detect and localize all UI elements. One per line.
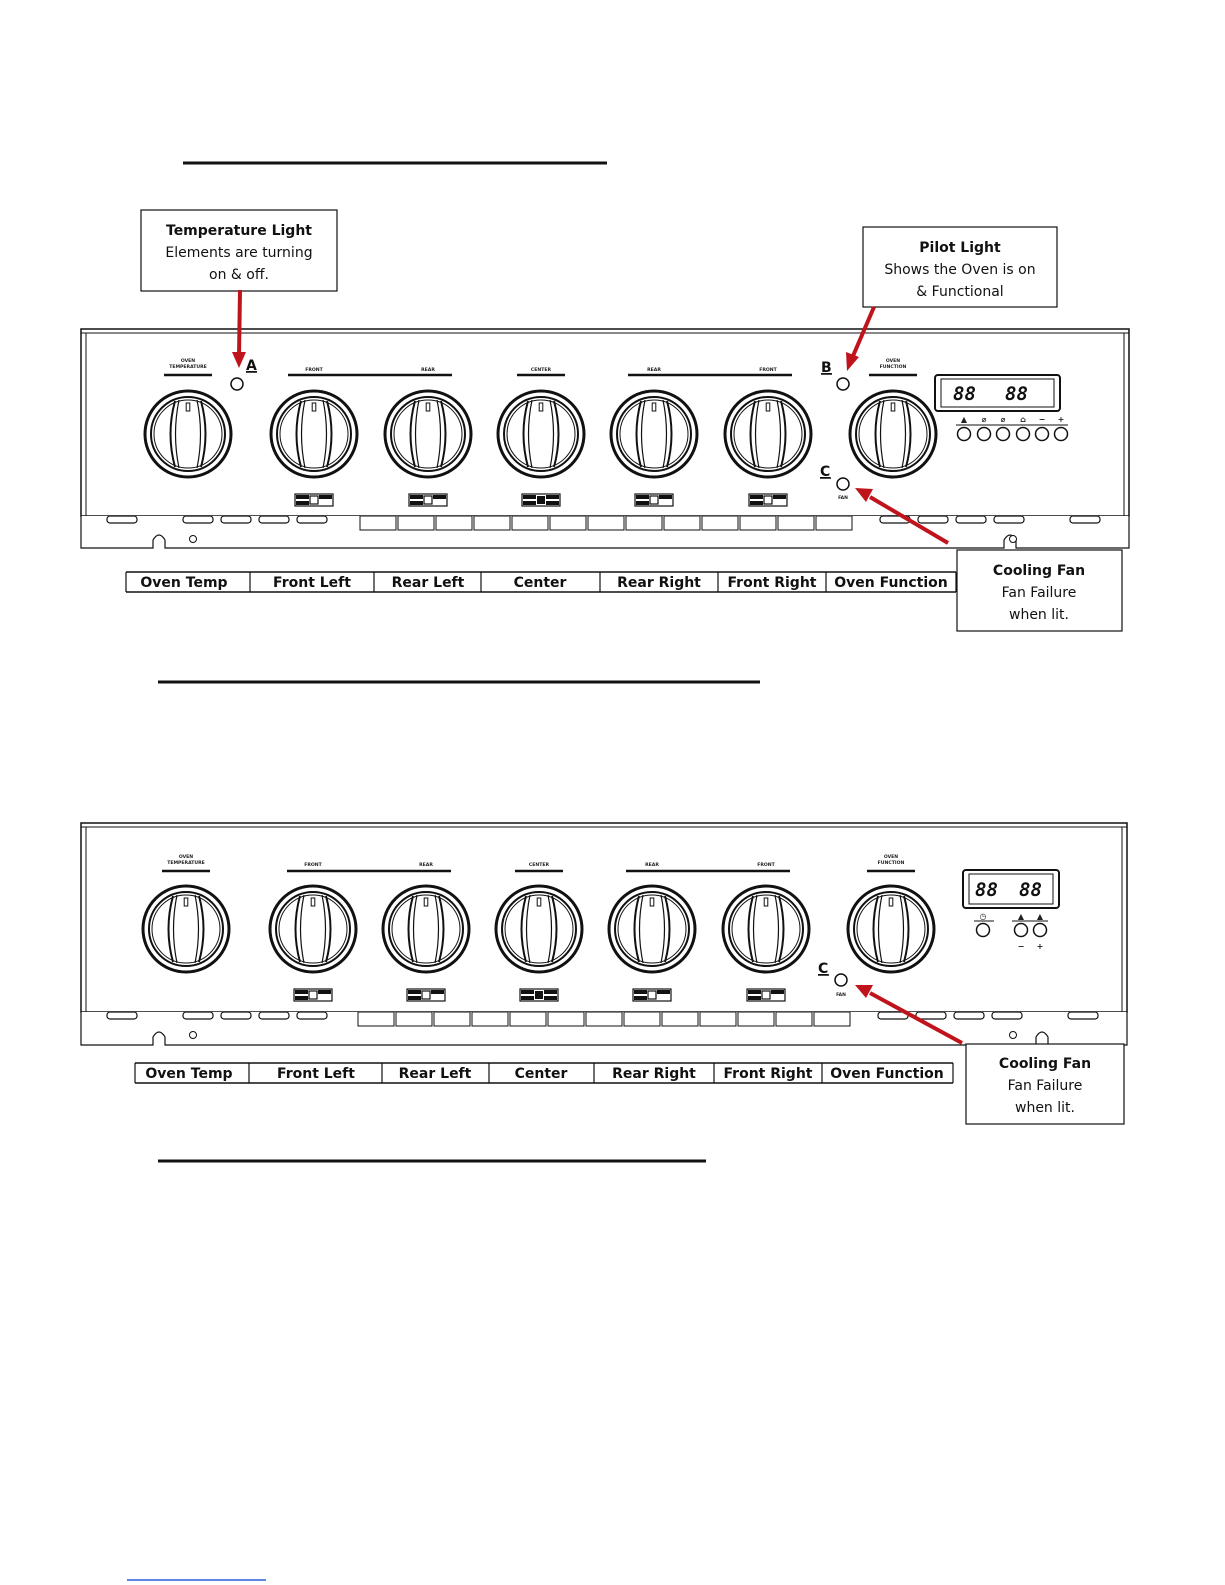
knob-oven-temperature[interactable] <box>145 391 231 477</box>
label-left-front: FRONT <box>305 368 323 373</box>
cooling-fan-light-2 <box>835 974 847 986</box>
knob-center[interactable] <box>498 391 584 477</box>
burner2-icon-front-right <box>747 989 785 1001</box>
knob-rear-left[interactable] <box>385 391 471 477</box>
burner-icon-rear-right <box>635 494 673 506</box>
display-button-4[interactable] <box>1017 428 1030 441</box>
table2-cell-oven-temp: Oven Temp <box>145 1066 233 1082</box>
button-symbol-2: ⌀ <box>981 415 987 424</box>
callout-cooling1-line1: Fan Failure <box>1001 585 1077 601</box>
display2-button-3[interactable] <box>1034 924 1047 937</box>
display2-button-2[interactable] <box>1015 924 1028 937</box>
table2-cell-oven-function: Oven Function <box>830 1066 944 1082</box>
callout-cooling1-line2: when lit. <box>1009 607 1069 623</box>
callout-temperature-light <box>141 210 337 291</box>
burner2-icon-rear-left <box>407 989 445 1001</box>
display2-button-timer[interactable] <box>977 924 990 937</box>
label-oven-temperature-line1: OVEN <box>180 359 196 364</box>
callout-pilot-line2: & Functional <box>916 284 1004 300</box>
label2-oven-temperature-line1: OVEN <box>178 855 194 860</box>
button-symbol-4: ⌂ <box>1020 415 1026 424</box>
light-b-letter: B <box>821 360 832 376</box>
light2-c-letter: C <box>818 961 829 977</box>
light-c-letter: C <box>820 464 831 480</box>
button2-symbol-2: ▲ <box>1017 912 1025 921</box>
label-oven-function-line1: OVEN <box>885 359 901 364</box>
display-button-2[interactable] <box>978 428 991 441</box>
button-symbol-6: + <box>1057 415 1065 424</box>
knob-front-right[interactable] <box>725 391 811 477</box>
table2-cell-front-right: Front Right <box>723 1066 813 1082</box>
table2-cell-front-left: Front Left <box>277 1066 355 1082</box>
callout-cooling2-line2: when lit. <box>1015 1100 1075 1116</box>
callout-temperature-title: Temperature Light <box>166 223 312 239</box>
callout-cooling1-title: Cooling Fan <box>992 563 1086 579</box>
label-oven-temperature-line2: TEMPERATURE <box>169 365 207 370</box>
callout-cooling-fan-2 <box>966 1044 1124 1124</box>
table1-cell-rear-left: Rear Left <box>391 575 465 591</box>
display-digits-right: 88 <box>1005 383 1028 405</box>
knob2-front-right[interactable] <box>723 886 809 972</box>
table1-cell-rear-right: Rear Right <box>617 575 701 591</box>
arrow-temperature-light <box>239 290 240 356</box>
table2-cell-center: Center <box>514 1066 568 1082</box>
label2-center: CENTER <box>528 863 550 868</box>
callout-cooling2-line1: Fan Failure <box>1007 1078 1083 1094</box>
display-button-5[interactable] <box>1036 428 1049 441</box>
callout-temperature-line1: Elements are turning <box>165 245 313 261</box>
knob2-front-left[interactable] <box>270 886 356 972</box>
display2-digits-right: 88 <box>1019 879 1042 901</box>
label2-oven-temperature-line2: TEMPERATURE <box>167 861 205 866</box>
cooling-fan-light <box>837 478 849 490</box>
legend-table-2 <box>135 1063 953 1083</box>
burner-icon-center <box>522 494 560 506</box>
burner2-icon-rear-right <box>633 989 671 1001</box>
label2-oven-function-line2: FUNCTION <box>877 861 905 866</box>
knob2-rear-right[interactable] <box>609 886 695 972</box>
callout-cooling2-title: Cooling Fan <box>998 1056 1092 1072</box>
display-digits-left: 88 <box>953 383 976 405</box>
burner2-icon-center <box>520 989 558 1001</box>
label-left-rear: REAR <box>421 368 435 373</box>
callout-pilot-line1: Shows the Oven is on <box>884 262 1036 278</box>
button-symbol-3: ⌀ <box>1000 415 1006 424</box>
table1-cell-oven-function: Oven Function <box>834 575 948 591</box>
label-center: CENTER <box>530 368 552 373</box>
display-button-6[interactable] <box>1055 428 1068 441</box>
knob-rear-right[interactable] <box>611 391 697 477</box>
label2-right-front: FRONT <box>757 863 775 868</box>
burner-icon-rear-left <box>409 494 447 506</box>
display-button-1[interactable] <box>958 428 971 441</box>
table1-cell-center: Center <box>513 575 567 591</box>
knob2-oven-temperature[interactable] <box>143 886 229 972</box>
burner-icon-front-right <box>749 494 787 506</box>
button2-symbol-minus: − <box>1017 942 1025 951</box>
label-right-rear: REAR <box>647 368 661 373</box>
label2-left-front: FRONT <box>304 863 322 868</box>
light-a-letter: A <box>246 358 257 374</box>
button2-symbol-timer: ◷ <box>979 912 987 921</box>
button2-symbol-3: ▲ <box>1036 912 1044 921</box>
display-button-3[interactable] <box>997 428 1010 441</box>
table1-cell-front-left: Front Left <box>273 575 351 591</box>
temperature-light <box>231 378 243 390</box>
label-oven-function-line2: FUNCTION <box>879 365 907 370</box>
fan-label: FAN <box>838 496 848 501</box>
table2-cell-rear-left: Rear Left <box>398 1066 472 1082</box>
knob2-rear-left[interactable] <box>383 886 469 972</box>
fan-label-2: FAN <box>836 993 846 998</box>
callout-pilot-title: Pilot Light <box>919 240 1001 256</box>
legend-table-1 <box>126 572 956 592</box>
control-panel-2 <box>81 823 1127 1045</box>
burner-icon-front-left <box>295 494 333 506</box>
label2-oven-function-line1: OVEN <box>883 855 899 860</box>
knob-front-left[interactable] <box>271 391 357 477</box>
knob2-oven-function[interactable] <box>848 886 934 972</box>
knob-oven-function[interactable] <box>850 391 936 477</box>
button-symbol-5: − <box>1038 415 1046 424</box>
label2-left-rear: REAR <box>419 863 433 868</box>
table2-cell-rear-right: Rear Right <box>612 1066 696 1082</box>
knob2-center[interactable] <box>496 886 582 972</box>
label2-right-rear: REAR <box>645 863 659 868</box>
pilot-light <box>837 378 849 390</box>
display2-digits-left: 88 <box>975 879 998 901</box>
callout-cooling-fan-1 <box>957 550 1122 631</box>
callout-pilot-light <box>863 227 1057 307</box>
burner2-icon-front-left <box>294 989 332 1001</box>
callout-temperature-line2: on & off. <box>209 267 269 283</box>
table1-cell-front-right: Front Right <box>727 575 817 591</box>
label-right-front: FRONT <box>759 368 777 373</box>
table1-cell-oven-temp: Oven Temp <box>140 575 228 591</box>
button2-symbol-plus: + <box>1036 942 1044 951</box>
button-symbol-1: ▲ <box>960 415 968 424</box>
